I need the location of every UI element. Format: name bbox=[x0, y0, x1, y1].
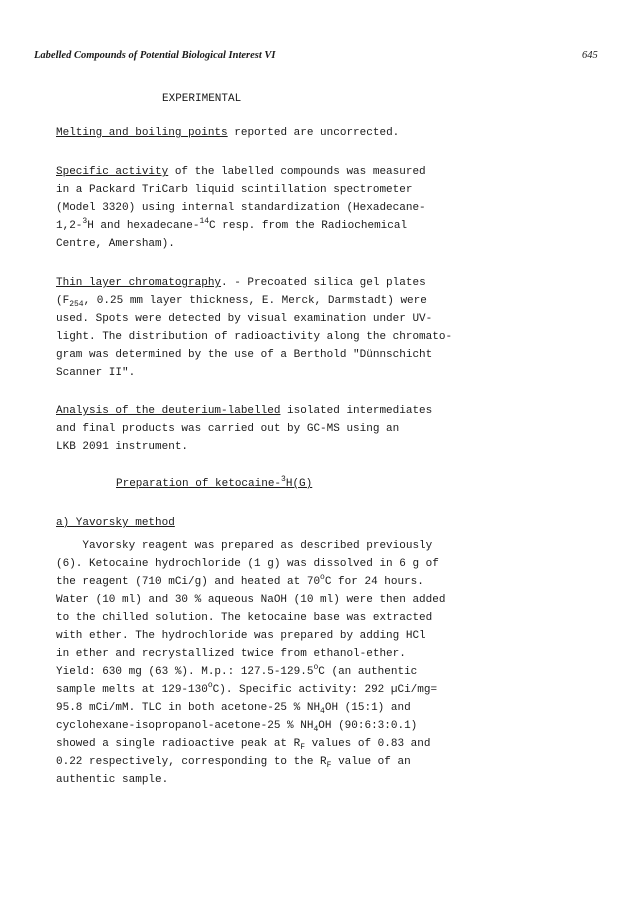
method-a-line-3 bbox=[56, 573, 424, 589]
superscript: o bbox=[207, 681, 213, 690]
text-span: values of 0.83 and bbox=[305, 738, 431, 750]
subscript: F bbox=[300, 743, 306, 752]
melting-text: reported are uncorrected. bbox=[227, 127, 400, 139]
text-span: C for 24 hours. bbox=[324, 576, 424, 588]
text-span: Yield: 630 mg (63 %). M.p.: 127.5-129.5 bbox=[56, 666, 314, 678]
text-span: OH (15:1) and bbox=[324, 702, 411, 714]
method-a-line-7: in ether and recrystallized twice from ethanol-ether. bbox=[56, 648, 406, 660]
text-span: value of an bbox=[331, 756, 411, 768]
method-a-line-13 bbox=[56, 756, 411, 769]
text-span: 0.22 respectively, corresponding to the R bbox=[56, 756, 327, 768]
melting-paragraph bbox=[56, 127, 399, 140]
running-title: Labelled Compounds of Potential Biological Interest VI bbox=[34, 50, 276, 61]
method-a-line-9 bbox=[56, 681, 438, 697]
specific-activity-line-1 bbox=[56, 166, 426, 179]
superscript: 3 bbox=[82, 217, 88, 226]
melting-label: Melting and boiling points bbox=[56, 127, 228, 139]
text-span: C). Specific activity: 292 µCi/mg= bbox=[212, 684, 438, 696]
specific-activity-line-5: Centre, Amersham). bbox=[56, 238, 175, 250]
specific-activity-line-3: (Model 3320) using internal standardization (Hexadecane- bbox=[56, 202, 426, 214]
text-span: cyclohexane-isopropanol-acetone-25 % NH bbox=[56, 720, 314, 732]
method-a-line-8 bbox=[56, 663, 418, 679]
superscript: o bbox=[313, 663, 319, 672]
tlc-line-5: gram was determined by the use of a Berthold "Dünnschicht bbox=[56, 349, 433, 361]
text-span: 95.8 mCi/mM. TLC in both acetone-25 % NH bbox=[56, 702, 321, 714]
analysis-label: Analysis of the deuterium-labelled bbox=[56, 405, 281, 417]
text-span: OH (90:6:3:0.1) bbox=[318, 720, 418, 732]
analysis-line-3: LKB 2091 instrument. bbox=[56, 441, 189, 453]
superscript: o bbox=[320, 573, 325, 582]
text-span: showed a single radioactive peak at R bbox=[56, 738, 301, 750]
subscript: 4 bbox=[320, 707, 325, 716]
method-a-line-4: Water (10 ml) and 30 % aqueous NaOH (10 ml) were then added bbox=[56, 594, 446, 606]
text-span: the reagent (710 mCi/g) and heated at 70 bbox=[56, 576, 321, 588]
specific-activity-line-2: in a Packard TriCarb liquid scintillation spectrometer bbox=[56, 184, 413, 196]
method-a-line-5: to the chilled solution. The ketocaine base was extracted bbox=[56, 612, 433, 624]
text-span: H(G) bbox=[285, 478, 313, 490]
text-span: , 0.25 mm layer thickness, E. Merck, Darmstadt) were bbox=[83, 295, 427, 307]
specific-activity-line-4 bbox=[56, 217, 408, 233]
tlc-line-3: used. Spots were detected by visual examination under UV- bbox=[56, 313, 433, 325]
tlc-line-4: light. The distribution of radioactivity along the chromato- bbox=[56, 331, 453, 343]
method-a-line-11 bbox=[56, 720, 417, 733]
text-span: H and hexadecane- bbox=[87, 220, 200, 232]
section-heading: EXPERIMENTAL bbox=[162, 93, 242, 105]
analysis-line-1 bbox=[56, 405, 432, 418]
text-span: (F bbox=[56, 295, 70, 307]
method-a-line-14: authentic sample. bbox=[56, 774, 169, 786]
text-span: Preparation of ketocaine- bbox=[116, 478, 282, 490]
text-span: C resp. from the Radiochemical bbox=[209, 220, 408, 232]
text-span: 1,2- bbox=[56, 220, 83, 232]
tlc-line-2 bbox=[56, 295, 427, 308]
method-a-line-1: Yavorsky reagent was prepared as described previously bbox=[56, 540, 433, 552]
tlc-label: Thin layer chromatography bbox=[56, 277, 222, 289]
subscript: 254 bbox=[69, 300, 84, 309]
method-a-line-6: with ether. The hydrochloride was prepared by adding HCl bbox=[56, 630, 426, 642]
text-span: sample melts at 129-130 bbox=[56, 684, 208, 696]
preparation-heading bbox=[116, 475, 313, 491]
page-number: 645 bbox=[582, 50, 598, 61]
tlc-line-6: Scanner II". bbox=[56, 367, 136, 379]
text-span: of the labelled compounds was measured bbox=[168, 166, 426, 178]
text-span: . - Precoated silica gel plates bbox=[221, 277, 426, 289]
superscript: 3 bbox=[281, 475, 286, 484]
superscript: 14 bbox=[199, 217, 210, 226]
text-span: isolated intermediates bbox=[280, 405, 433, 417]
tlc-line-1 bbox=[56, 277, 426, 290]
method-a-line-12 bbox=[56, 738, 430, 751]
method-a-heading: a) Yavorsky method bbox=[56, 517, 175, 529]
subscript: 4 bbox=[313, 725, 319, 734]
subscript: F bbox=[326, 761, 332, 770]
text-span: C (an authentic bbox=[318, 666, 418, 678]
analysis-line-2: and final products was carried out by GC-MS using an bbox=[56, 423, 400, 435]
specific-activity-label: Specific activity bbox=[56, 166, 169, 178]
method-a-line-10 bbox=[56, 702, 411, 715]
method-a-line-2: (6). Ketocaine hydrochloride (1 g) was dissolved in 6 g of bbox=[56, 558, 439, 570]
